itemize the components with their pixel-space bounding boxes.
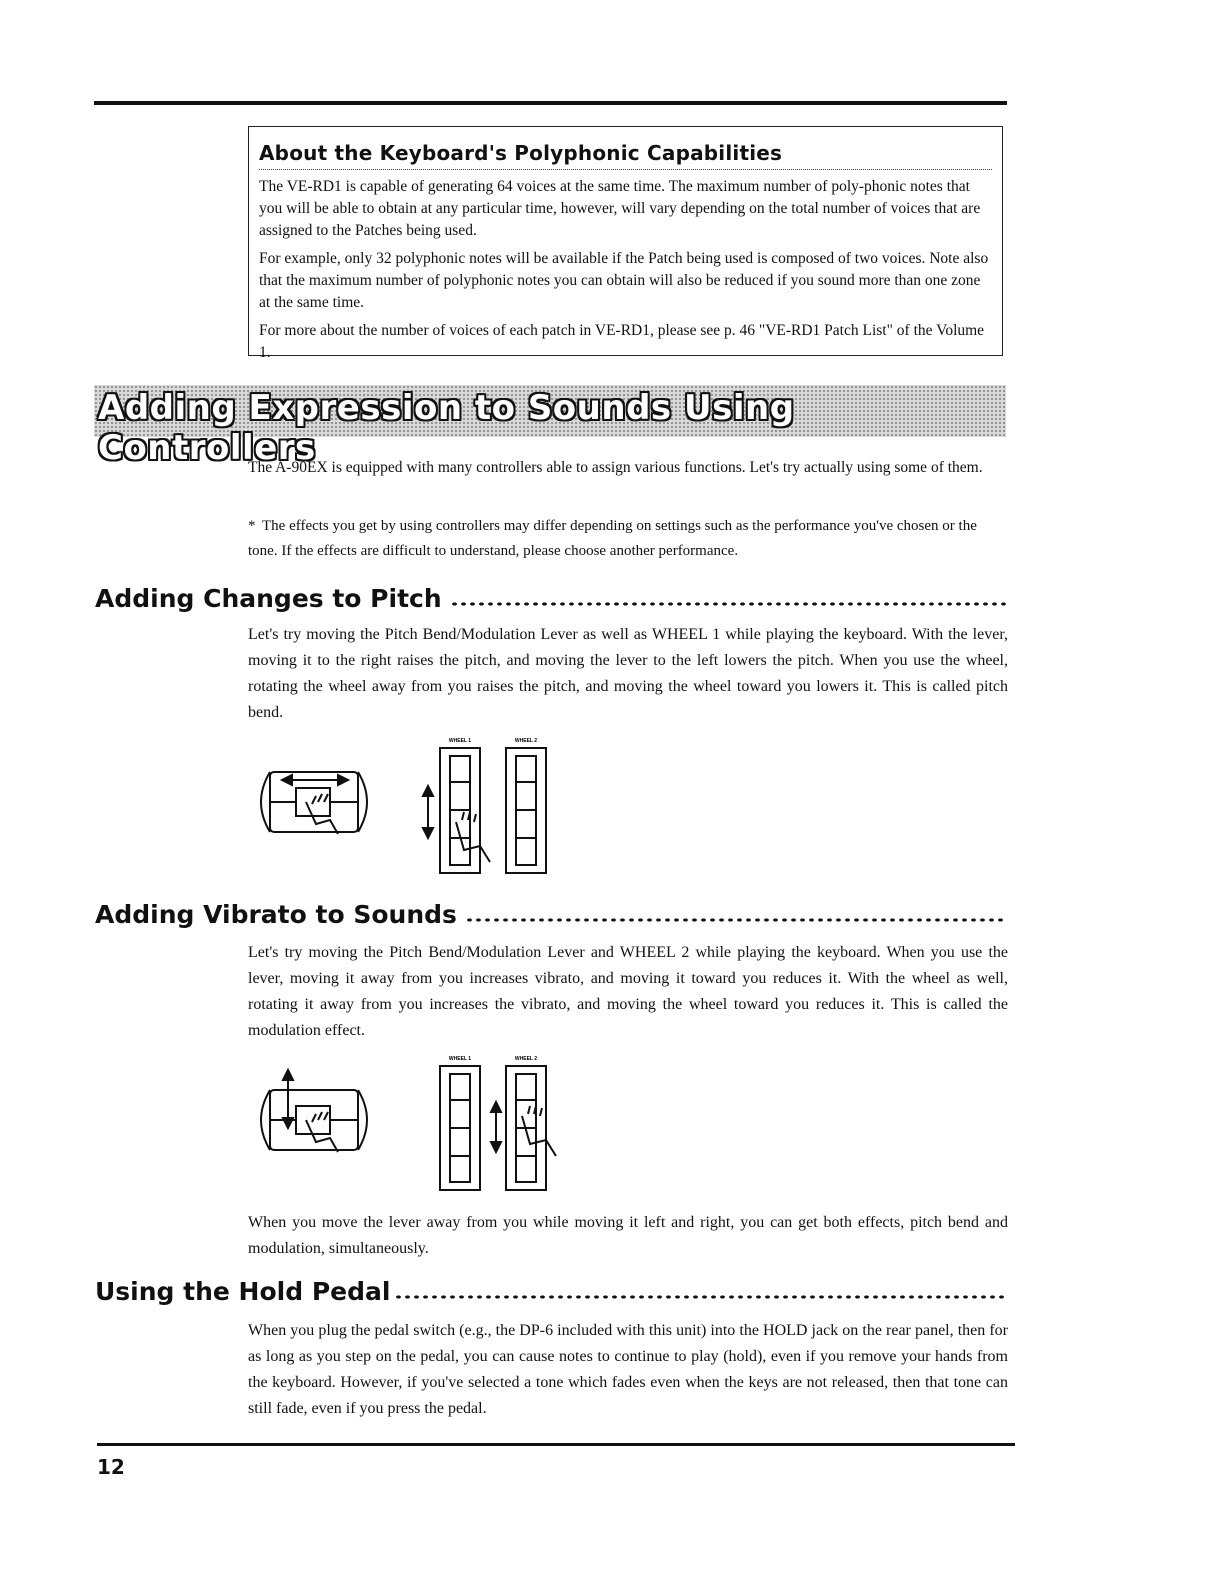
vibrato-illustration	[250, 1050, 560, 1195]
top-rule	[94, 101, 1007, 105]
info-box-paragraph: For example, only 32 polyphonic notes will be available if the Patch being used is composed of two voices. Note also that the maximum number of polyphonic notes you can obtain will also be reduced if you sound more than one zone at the same time.	[259, 250, 989, 311]
info-box-paragraph: For more about the number of voices of each patch in VE-RD1, please see p. 46 "VE-RD1 Patch List" of the Volume 1.	[259, 322, 985, 361]
wheel-label: WHEEL 2	[514, 738, 538, 744]
intro-note	[248, 514, 1010, 564]
pitch-illustration	[250, 730, 560, 880]
heading-text: Using the Hold Pedal	[95, 1277, 391, 1306]
wheel-1-icon	[440, 748, 490, 873]
bottom-rule	[97, 1443, 1015, 1446]
lever-icon	[261, 1090, 367, 1152]
dot-leader	[450, 601, 1007, 607]
up-down-arrow-icon	[491, 1102, 501, 1152]
note-text: The effects you get by using controllers may differ depending on settings such as the performance you've chosen or the tone. If the effects are difficult to understand, please choose another performance.	[248, 518, 977, 559]
section-text-hold-pedal: When you plug the pedal switch (e.g., the DP-6 included with this unit) into the HOLD jack on the rear panel, then for as long as you step on the pedal, you can cause notes to continue to play (hold), even if you remove your hands from the keyboard. However, if you've selected a tone which fades even when the keys are not released, then that tone can still fade, even if you press the pedal.	[248, 1322, 1008, 1417]
wheel-2-icon	[506, 748, 546, 873]
combined-effects-text: When you move the lever away from you while moving it left and right, you can get both effects, pitch bend and modulation, simultaneously.	[248, 1214, 1008, 1257]
section-text-vibrato: Let's try moving the Pitch Bend/Modulation Lever and WHEEL 2 while playing the keyboard. When you use the lever, moving it away from you increases vibrato, and moving it toward you reduces it. With the wheel as well, rotating it away from you increases the vibrato, and moving the wheel toward you reduces it. This is called the modulation effect.	[248, 944, 1008, 1039]
dot-leader	[465, 917, 1007, 923]
wheel-2-icon	[506, 1066, 556, 1190]
up-down-arrow-icon	[283, 1070, 293, 1128]
wheel-label: WHEEL 1	[448, 1056, 472, 1062]
section-text-pitch: Let's try moving the Pitch Bend/Modulation Lever as well as WHEEL 1 while playing the keyboard. With the lever, moving it to the right raises the pitch, and moving the lever to the left lowers the pitch. When you use the wheel, rotating the wheel away from you raises the pitch, and moving the wheel toward you lowers it. This is called pitch bend.	[248, 626, 1008, 721]
info-box	[248, 126, 1003, 361]
heading-text: Adding Changes to Pitch	[95, 584, 442, 613]
heading-text: Adding Vibrato to Sounds	[95, 900, 457, 929]
wheel-label: WHEEL 2	[514, 1056, 538, 1062]
banner-title: Adding Expression to Sounds Using Controllers	[98, 388, 795, 468]
section-heading-vibrato	[95, 900, 1007, 929]
wheel-1-icon	[440, 1066, 480, 1190]
section-heading-pitch	[95, 584, 1007, 613]
wheel-label: WHEEL 1	[448, 738, 472, 744]
note-asterisk: *	[248, 518, 256, 534]
dot-leader	[394, 1294, 1007, 1300]
left-right-arrow-icon	[282, 775, 348, 785]
page-number: 12	[97, 1455, 125, 1479]
section-heading-hold-pedal	[95, 1277, 1007, 1306]
intro-text: The A-90EX is equipped with many controllers able to assign various functions. Let's try actually using some of them.	[248, 459, 983, 476]
info-box-paragraph: The VE-RD1 is capable of generating 64 voices at the same time. The maximum number of poly-phonic notes that you will be able to obtain at any particular time, however, will vary depending on the total number of voices that are assigned to the Patches being used.	[259, 178, 981, 239]
up-down-arrow-icon	[423, 786, 433, 838]
lever-icon	[261, 772, 367, 834]
info-box-title: About the Keyboard's Polyphonic Capabilities	[259, 141, 992, 170]
